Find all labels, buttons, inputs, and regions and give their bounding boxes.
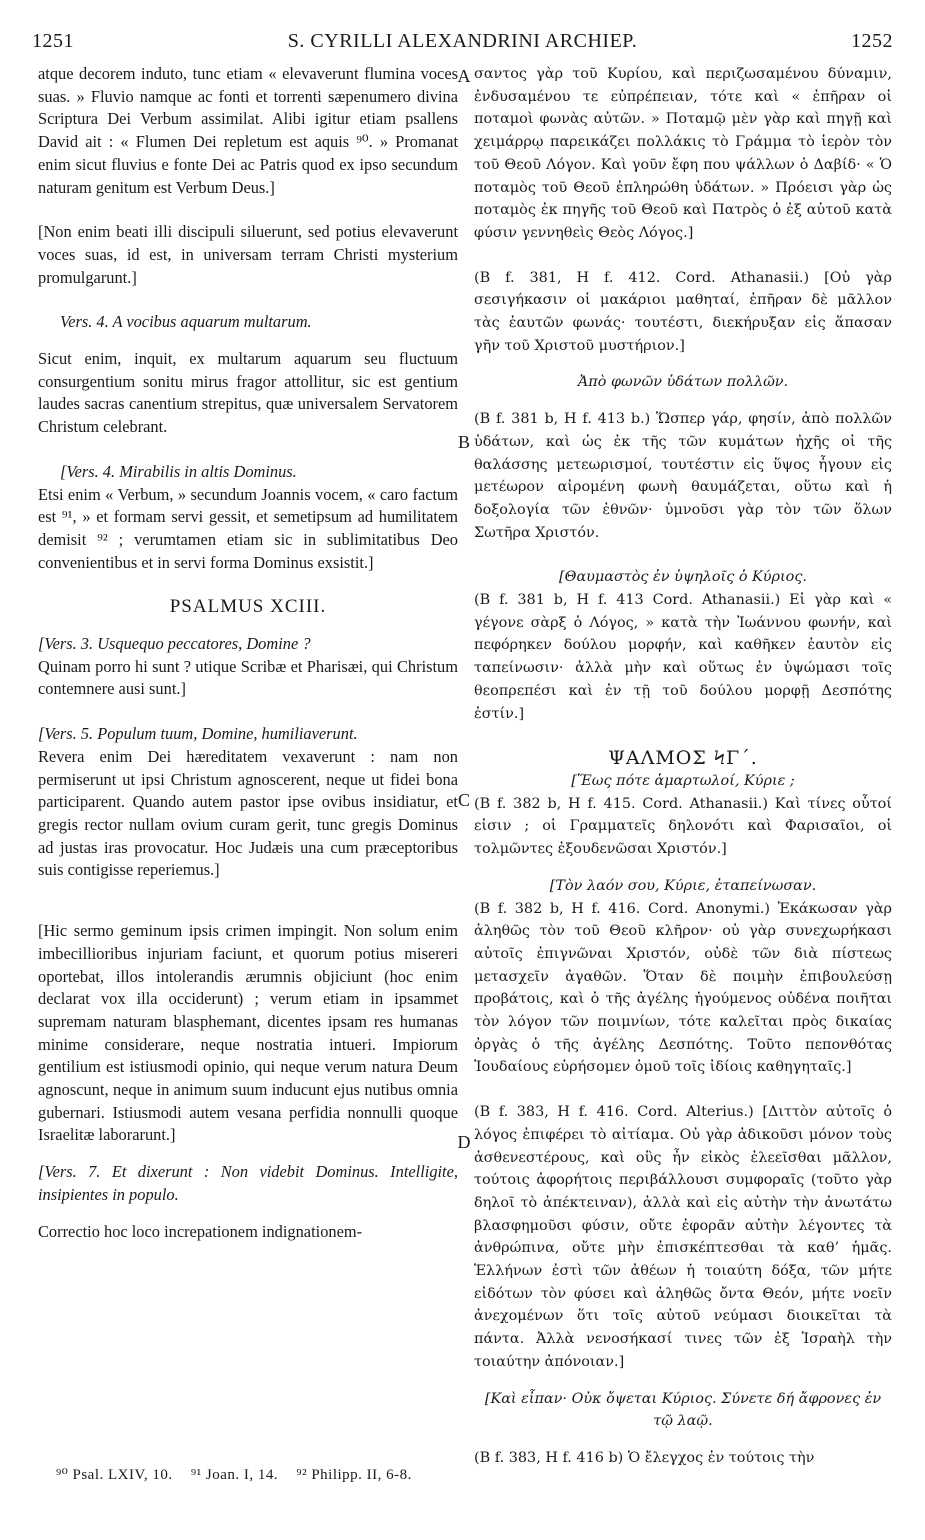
verse-heading: [Vers. 7. Et dixerunt : Non videbit Dominus. Intelligite, insipientes in populo. [38,1162,458,1204]
latin-paragraph: Correctio hoc loco increpationem indignationem- [38,1221,363,1241]
page-header [32,30,893,60]
greek-paragraph: (B f. 381, H f. 412. Cord. Athanasii.) [Οὐ γὰρ σεσιγήκασιν οἱ μακάριοι μαθηταί, ἐπῆραν δὲ μᾶλλον τὰς ἑαυτῶν φωνάς· τουτέστι, διεκήρυξαν εἰς ἅπασαν γῆν τοῦ Χριστοῦ μυστήριον.] [474,269,892,354]
verse-heading: [Θαυμαστὸς ἐν ὑψηλοῖς ὁ Κύριος. [559,569,807,586]
latin-paragraph: Quinam porro hi sunt ? utique Scribæ et Pharisæi, qui Christum contemnere ausi sunt.] [38,656,458,699]
footnote-91: ⁹¹ Joan. I, 14. [190,1467,279,1483]
greek-paragraph: σαντος γὰρ τοῦ Κυρίου, καὶ περιζωσαμένου δύναμιν, ἐνδυσαμένου τε εὐπρέπειαν, τότε καὶ « ἐπῆραν οἱ ποταμοὶ φωνὰς αὐτῶν. » Ποταμῷ μὲν γὰρ καὶ πηγῇ καὶ χειμάρρῳ παρεικάζει πολλάκις τὸ Γράμμα τὸ ἱερὸν τὸν τοῦ Θεοῦ Λόγον. Καὶ γοῦν ἔφη που ψάλλων ὁ Δαβίδ· « Ὁ ποταμὸς τοῦ Θεοῦ ἐπληρώθη ὑδάτων. » Πρόεισι γὰρ ὡς ποταμὸς ἐκ πηγῆς τοῦ Θεοῦ καὶ Πατρὸς ὁ ἐξ αὐτοῦ κατὰ φύσιν γεννηθεὶς Θεὸς Λόγος.] [474,66,892,241]
page-number-left: 1251 [32,30,74,52]
footnotes [56,1465,426,1484]
footnote-90: ⁹⁰ Psal. LXIV, 10. [56,1467,173,1483]
verse-heading: Ἀπὸ φωνῶν ὑδάτων πολλῶν. [577,374,789,391]
section-marker-a: A [457,66,471,86]
greek-paragraph: (B f. 383, H f. 416. Cord. Alterius.) [Διττὸν αὐτοῖς ὁ λόγος ἐπιφέρει τὸ αἰτίαμα. Οὐ γὰρ ἀδικοῦσι μόνον τοὺς ἀσθενεστέρους, καὶ οὓς ἦν εἰκὸς ἐλεεῖσθαι μᾶλλον, τούτοις ἀφορήτοις περιβάλλουσι συμφοραῖς (τοῦτο γὰρ δηλοῖ τὸ ἀπέκτειναν), ἀλλὰ καὶ εἰς αὐτὴν τὴν ἀνωτάτω βλασφημοῦσι φύσιν, οὔτε ἐφορᾶν αὐτὴν λέγοντες τὰ ἀνθρώπινα, οὔτε μὴν ἐπισκέπτεσθαι τὰ καθ’ ἡμᾶς. Ἑλλήνων ἐστὶ τῶν ἀθέων ἡ τοιαύτη δόξα, τῶν μήτε εἰδότων τὸν φύσει καὶ ἀληθῶς ὄντα Θεόν, μήτε νοεῖν ἀνεχομένων ὅτι τοῖς αὐτοῦ νεύμασι διοικεῖται τὰ πάντα. Ἀλλὰ νενοσήκασί τινες τῶν ἐξ Ἰσραὴλ τὴν τοιαύτην ἀπόνοιαν.] [474,1104,892,1370]
latin-paragraph: Sicut enim, inquit, ex multarum aquarum seu fluctuum consurgentium sonitu mirus fragor attollitur, sic est gentium laudes sacras canentium strepitus, quæ universalem Servatorem Christum celebrant. [38,349,458,437]
section-marker-c: C [457,790,470,810]
greek-paragraph: (B f. 383, H f. 416 b) Ὁ ἔλεγχος ἐν τούτοις τὴν [474,1449,815,1466]
latin-paragraph: [Non enim beati illi discipuli siluerunt, sed potius elevaverunt voces suas, id est, in universam terram Christi mysterium promulgarunt.] [38,222,458,287]
latin-paragraph: Etsi enim « Verbum, » secundum Joannis vocem, « caro factum est ⁹¹, » et formam servi gessit, et semetipsum ad humilitatem demisit ⁹² ; verumtamen etiam sic in sublimitatibus Deo convenientibus et in servi forma Dominus exsistit.] [38,484,458,572]
greek-paragraph: (B f. 381 b, H f. 413 b.) Ὥσπερ γάρ, φησίν, ἀπὸ πολλῶν ὑδάτων, καὶ ὡς ἐκ τῆς τῶν κυμάτων ἠχῆς οἱ τῆς θαλάσσης μετεωρισμοί, τουτέστιν εἰς ὕψος ἦγουν εἰς μετέωρον αἰρομένη φωνὴ θαυμάζεται, οὕτω καὶ ἡ δοξολογία τῶν ἐθνῶν· ὑμνοῦσι γὰρ τὸν τῶν ὅλων Σωτῆρα Χριστόν. [474,411,892,541]
section-marker-b: B [457,432,470,452]
psalm-title: PSALMUS XCIII. [169,596,327,618]
verse-heading: Vers. 4. A vocibus aquarum multarum. [60,312,312,332]
greek-paragraph: (B f. 382 b, H f. 416. Cord. Anonymi.) Ἐκάκωσαν γὰρ ἀληθῶς τὸν τοῦ Θεοῦ κλῆρον· οὐ γὰρ συνεχωρήκασι αὐτοῖς ἐπιγνῶναι Χριστόν, οὐδὲ τῶν διὰ πίστεως μετασχεῖν ἀγαθῶν. Ὅταν δὲ ποιμὴν ἐπιβουλεύσῃ προβάτοις, καὶ ὁ τῆς ἀγέλης ἡγούμενος οὐδένα ποιῆται τὸν λόγον τῶν ποιμνίων, τότε καλεῖται πρὸς δικαίας ὀργὰς ὁ τῆς ἀγέλης Δεσπότης. Τοῦτο πεπονθότας Ἰουδαίους εὑρήσομεν ὁμοῦ τοῖς ἰδίοις καθηγηταῖς.] [474,900,892,1076]
section-marker-d: D [457,1132,471,1152]
latin-column [38,63,458,1243]
verse-heading: [Vers. 4. Mirabilis in altis Dominus. [60,461,297,481]
verse-heading: [Vers. 3. Usquequo peccatores, Domine ? [38,634,311,654]
running-title: S. CYRILLI ALEXANDRINI ARCHIEP. [287,30,638,52]
greek-column [474,63,892,1470]
verse-heading: [Καὶ εἶπαν· Οὐκ ὄψεται Κύριος. Σύνετε δή ἄφρονες ἐν τῷ λαῷ. [484,1390,882,1430]
latin-paragraph: [Hic sermo geminum ipsis crimen impingit. Non solum enim imbecillioribus injuriam faciunt, et quorum potius misereri oportebat, illos intolerandis ærumnis objiciunt (hoc enim declarat vox illa occiderunt) ; verum etiam in ipsammet supremam naturam blasphemant, dicentes ipsam res humanas minime considerare, neque nostratia intueri. Impiorum gentilium est istiusmodi opinio, qui neque verum natura Deum agnoscunt, neque in animum suum inducunt ejus nutibus omnia gubernari. Istiusmodi autem vesana perfidia nonnulli quoque Israelitæ laborarunt.] [38,921,458,1145]
greek-paragraph: (B f. 382 b, H f. 415. Cord. Athanasii.) Καὶ τίνες οὗτοί εἰσιν ; οἱ Γραμματεῖς δηλονότι καὶ Φαρισαῖοι, οἱ τολμῶντες ἐξουδενῶσαι Χριστόν.] [474,795,892,858]
latin-paragraph: atque decorem induto, tunc etiam « elevaverunt flumina voces suas. » Fluvio namque ac fonti et torrenti sæpenumero divina Scriptura Dei Verbum assimilat. Alibi igitur etiam psallens David ait : « Flumen Dei repletum est aquis ⁹⁰. » Promanat enim sicut fluvius e fonte Dei ac Patris quod ex ipso secundum naturam genitum est Verbum Deus.] [38,64,458,197]
verse-heading: [Τὸν λαόν σου, Κύριε, ἐταπείνωσαν. [549,877,817,894]
verse-heading: [Ἕως πότε ἁμαρτωλοί, Κύριε ; [571,772,795,789]
footnote-92: ⁹² Philipp. II, 6-8. [296,1467,412,1483]
latin-paragraph: Revera enim Dei hæreditatem vexaverunt : nam non permiserunt ut ipsi Christum agnoscerent, neque ut fidei bona participarent. Quando autem pastor ipse ovibus insidiatur, et gregis rector nullam ovium curam gerit, tunc gregis Dominus ad justas iras provocatur. Hoc Judæis una cum præceptoribus suis contigisse reperiemus.] [38,746,458,880]
page-number-right: 1252 [851,30,893,52]
verse-heading: [Vers. 5. Populum tuum, Domine, humiliaverunt. [38,724,358,744]
greek-paragraph: (B f. 381 b, H f. 413 Cord. Athanasii.) Εἰ γὰρ καὶ « γέγονε σὰρξ ὁ Λόγος, » κατὰ τὴν Ἰωάννου φωνήν, καὶ πεφόρηκεν δούλου μορφήν, καὶ καθῆκεν ἑαυτὸν εἰς ταπείνωσιν· ἀλλὰ μὴν καὶ οὕτως ἐν ὑψώμασι τοῖς θεοπρεπέσι καὶ ἐν τῇ τοῦ δούλου μορφῇ Δεσπότης ἐστίν.] [474,592,892,722]
psalm-title: ΨΑΛΜΟΣ ϞΓ΄. [608,747,758,770]
